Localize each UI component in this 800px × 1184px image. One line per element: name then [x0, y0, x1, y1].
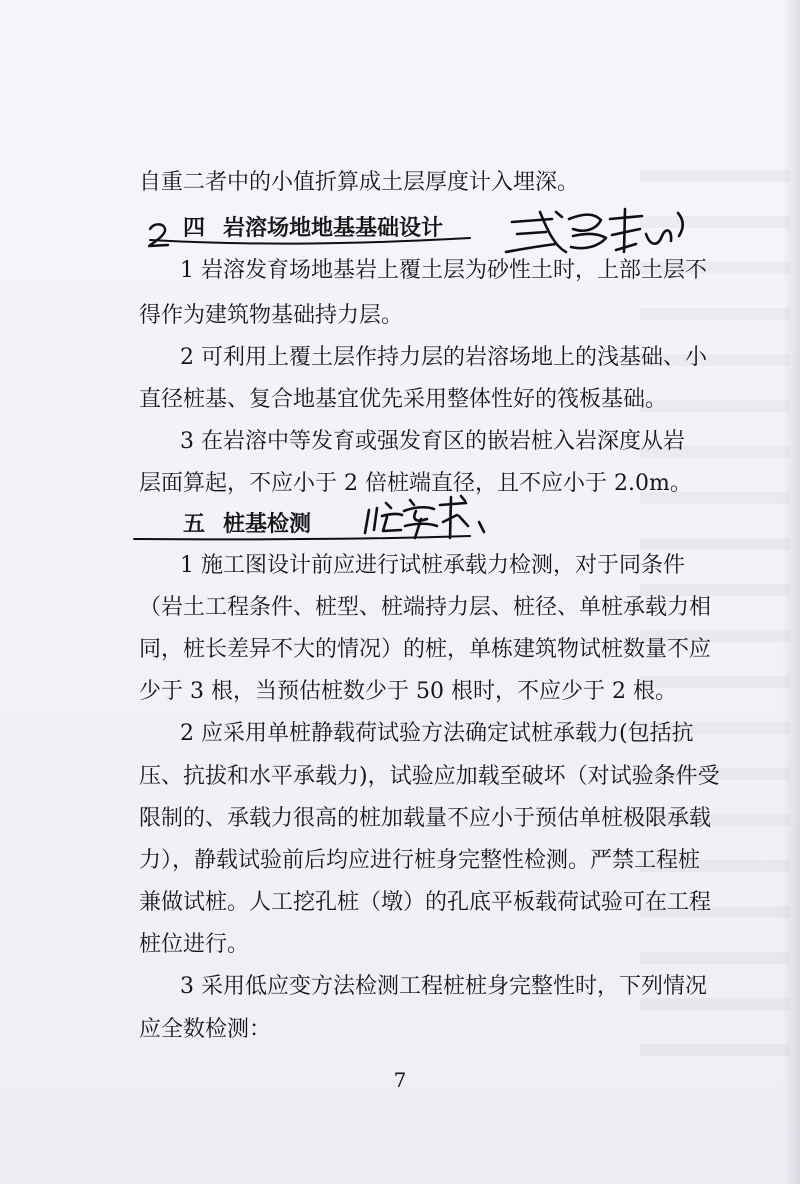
paragraph-line: 兼做试桩。人工挖孔桩（墩）的孔底平板载荷试验可在工程 — [139, 890, 712, 915]
paragraph-line: 同，桩长差异不大的情况）的桩，单栋建筑物试桩数量不应 — [139, 637, 712, 662]
paragraph-line: （岩土工程条件、桩型、桩端持力层、桩径、单桩承载力相 — [139, 595, 712, 620]
paragraph-line: 限制的、承载力很高的桩加载量不应小于预估单桩极限承载 — [139, 806, 712, 831]
section-title: 岩溶场地地基基础设计 — [223, 215, 444, 241]
handwriting-signature-1 — [506, 209, 683, 252]
paragraph-line: 压、抗拔和水平承载力)，试验应加载至破坏（对试验条件受 — [139, 764, 720, 789]
section-title: 桩基检测 — [223, 511, 312, 537]
paragraph-line: 少于 3 根，当预估桩数少于 50 根时，不应少于 2 根。 — [139, 679, 677, 704]
section-number: 四 — [183, 215, 206, 241]
paragraph-line: 得作为建筑物基础持力层。 — [139, 303, 404, 328]
paragraph-line: 应全数检测： — [139, 1017, 272, 1042]
paragraph-line: 2 应采用单桩静载荷试验方法确定试桩承载力(包括抗 — [180, 721, 694, 746]
paragraph-line: 直径桩基、复合地基宜优先采用整体性好的筏板基础。 — [139, 387, 668, 412]
paragraph-line: 自重二者中的小值折算成土层厚度计入埋深。 — [139, 170, 580, 195]
pen-underline — [150, 238, 470, 244]
paragraph-line: 桩位进行。 — [139, 932, 250, 957]
paragraph-line: 层面算起，不应小于 2 倍桩端直径，且不应小于 2.0m。 — [139, 471, 692, 496]
handwritten-number-2 — [149, 224, 168, 246]
section-number: 五 — [183, 511, 206, 537]
page-number: 7 — [393, 1068, 407, 1092]
paragraph-line: 3 在岩溶中等发育或强发育区的嵌岩桩入岩深度从岩 — [180, 429, 685, 454]
pen-underline — [134, 536, 470, 539]
handwriting-signature-2 — [365, 496, 484, 538]
paragraph-line: 1 岩溶发育场地基岩上覆土层为砂性土时，上部土层不 — [180, 258, 707, 283]
paragraph-line: 力），静载试验前后均应进行桩身完整性检测。严禁工程桩 — [139, 848, 701, 873]
paragraph-line: 1 施工图设计前应进行试桩承载力检测，对于同条件 — [180, 553, 685, 578]
paragraph-line: 3 采用低应变方法检测工程桩桩身完整性时，下列情况 — [180, 974, 707, 999]
paragraph-line: 2 可利用上覆土层作持力层的岩溶场地上的浅基础、小 — [180, 345, 707, 370]
